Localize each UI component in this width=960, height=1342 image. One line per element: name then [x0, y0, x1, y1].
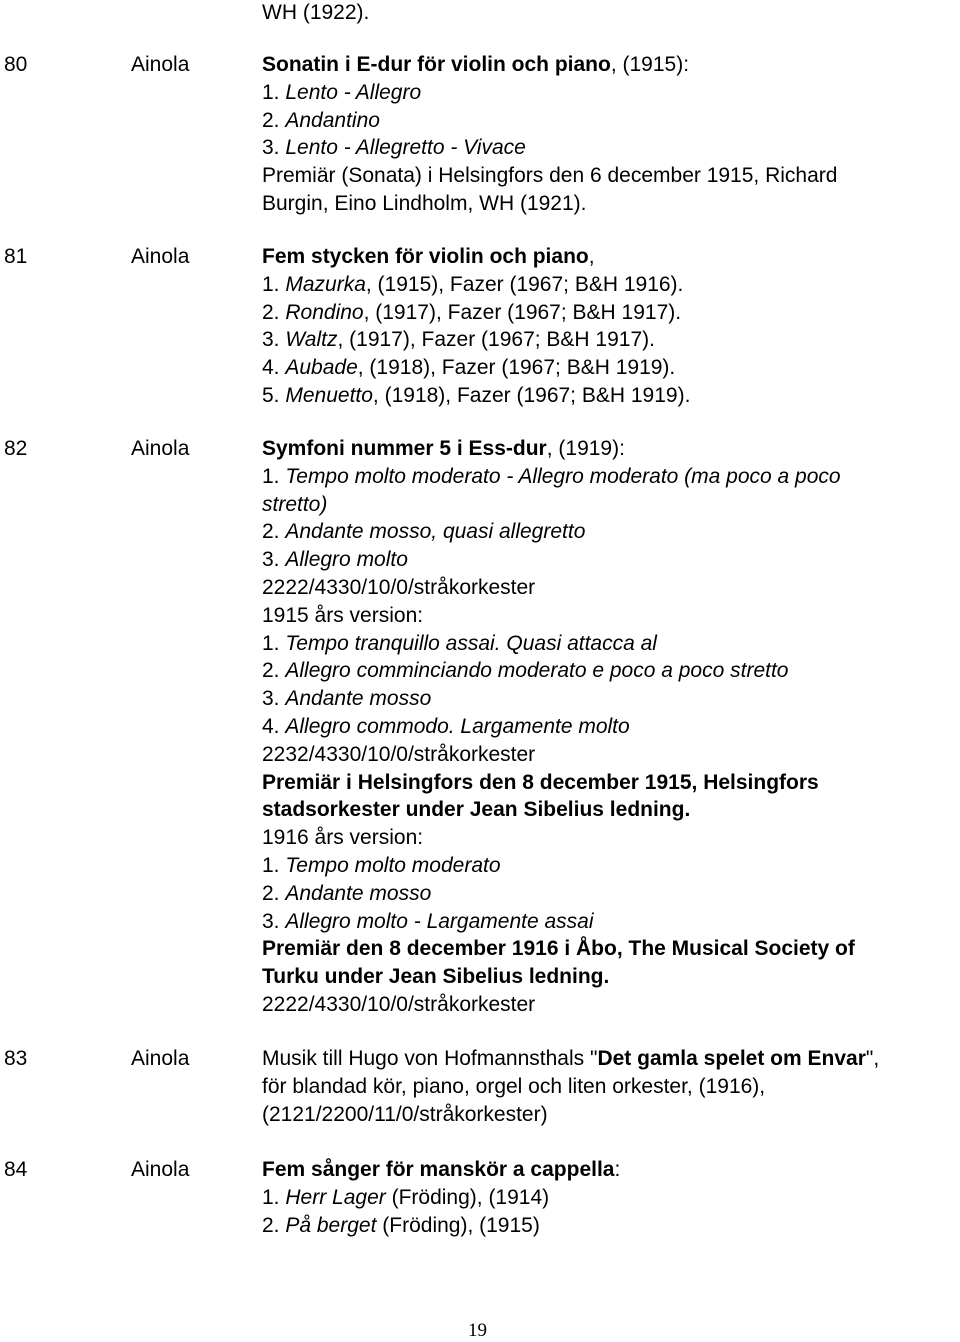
- line-text: 2.: [262, 659, 286, 683]
- line-text: för blandad kör, piano, orgel och liten orkester, (1916),: [262, 1074, 766, 1098]
- movement-text: Rondino: [285, 300, 364, 324]
- work-line: [262, 492, 327, 518]
- work-number: 82: [4, 437, 28, 460]
- line-text: 1.: [262, 1185, 286, 1209]
- work-title-text: Turku under Jean Sibelius ledning.: [262, 965, 610, 989]
- work-line: [262, 742, 535, 768]
- work-line: [262, 436, 625, 462]
- work-line: [262, 191, 587, 217]
- work-line: [262, 936, 855, 962]
- work-line: [262, 770, 819, 796]
- work-line: [262, 135, 526, 161]
- work-line: [262, 631, 657, 657]
- work-place: Ainola: [131, 53, 190, 76]
- movement-text: Lento - Allegretto - Vivace: [285, 136, 526, 160]
- work-line: [262, 80, 421, 106]
- line-text: 1916 års version:: [262, 826, 424, 850]
- work-line: [262, 244, 595, 270]
- work-title-text: Det gamla spelet om Envar: [597, 1047, 866, 1070]
- work-line: [262, 163, 837, 189]
- movement-text: Allegro comminciando moderato e poco a poco stretto: [285, 659, 789, 683]
- movement-text: Tempo molto moderato - Allegro moderato (ma poco a poco: [285, 464, 841, 488]
- work-line: [262, 464, 841, 490]
- work-place: Ainola: [131, 245, 190, 268]
- line-text: 5.: [262, 384, 286, 407]
- work-line: [262, 853, 501, 879]
- movement-text: Lento - Allegro: [285, 80, 422, 104]
- line-text: 1.: [262, 631, 286, 655]
- line-text: , (1919):: [546, 437, 625, 460]
- work-line: [262, 964, 609, 990]
- line-text: Premiär (Sonata) i Helsingfors den 6 december 1915, Richard: [262, 164, 838, 188]
- work-line: [262, 327, 655, 353]
- work-line: [262, 300, 681, 326]
- movement-text: Menuetto: [285, 384, 373, 407]
- work-line: [262, 881, 431, 907]
- line-text: 2.: [262, 1213, 286, 1237]
- movement-text: Tempo tranquillo assai. Quasi attacca al: [285, 631, 657, 655]
- movement-text: Tempo molto moderato: [285, 854, 501, 877]
- line-text: ",: [865, 1047, 880, 1070]
- work-line: [262, 797, 690, 823]
- line-text: Musik till Hugo von Hofmannsthals ": [262, 1047, 598, 1070]
- work-title-text: Fem stycken för violin och piano: [262, 245, 589, 268]
- work-line: [262, 1102, 548, 1128]
- work-line: [262, 1185, 549, 1211]
- work-line: [262, 714, 630, 740]
- line-text: 3.: [262, 136, 286, 160]
- work-line: [262, 909, 594, 935]
- work-line: [262, 383, 690, 409]
- movement-text: På berget: [285, 1213, 377, 1237]
- work-number: 81: [4, 245, 28, 268]
- work-line: [262, 547, 408, 573]
- work-line: [262, 52, 689, 78]
- line-text: Burgin, Eino Lindholm, WH (1921).: [262, 192, 587, 215]
- work-line: [262, 825, 423, 851]
- work-line: [262, 1213, 540, 1239]
- work-place: Ainola: [131, 1047, 190, 1070]
- line-text: , (1917), Fazer (1967; B&H 1917).: [363, 300, 682, 324]
- movement-text: Andante mosso, quasi allegretto: [285, 520, 586, 544]
- line-text: 3.: [262, 909, 286, 933]
- line-text: , (1915):: [610, 53, 690, 76]
- work-title-text: Symfoni nummer 5 i Ess-dur: [262, 437, 547, 460]
- line-text: 1.: [262, 464, 286, 488]
- movement-text: Herr Lager: [285, 1185, 386, 1209]
- work-number: 84: [4, 1158, 28, 1181]
- work-line: [262, 1074, 765, 1100]
- line-text: (2121/2200/11/0/stråkorkester): [262, 1102, 548, 1126]
- line-text: 1.: [262, 854, 286, 877]
- line-text: , (1918), Fazer (1967; B&H 1919).: [372, 384, 691, 407]
- work-title-text: Premiär i Helsingfors den 8 december 1915, Helsingfors: [262, 770, 819, 794]
- work-number: 83: [4, 1047, 28, 1070]
- movement-text: Andantino: [285, 108, 380, 132]
- line-text: 2222/4330/10/0/stråkorkester: [262, 993, 536, 1016]
- movement-text: Allegro molto - Largamente assai: [285, 909, 594, 933]
- work-line: [262, 658, 788, 684]
- line-text: ,: [588, 245, 595, 268]
- work-line: [262, 575, 535, 601]
- line-text: 4.: [262, 715, 286, 738]
- movement-text: stretto): [262, 492, 328, 516]
- movement-text: Waltz: [285, 328, 338, 352]
- work-number: 80: [4, 53, 28, 76]
- line-text: 1.: [262, 272, 286, 296]
- line-text: 2222/4330/10/0/stråkorkester: [262, 576, 536, 599]
- line-text: , (1917), Fazer (1967; B&H 1917).: [337, 328, 655, 352]
- work-place: Ainola: [131, 1158, 190, 1181]
- work-line: [262, 519, 585, 545]
- line-text: 3.: [262, 548, 286, 572]
- movement-text: Aubade: [285, 356, 358, 380]
- line-text: (Fröding), (1914): [385, 1185, 550, 1209]
- work-line: [262, 108, 380, 134]
- line-text: 4.: [262, 356, 286, 380]
- line-text: (Fröding), (1915): [376, 1213, 540, 1237]
- line-text: , (1915), Fazer (1967; B&H 1916).: [365, 272, 684, 296]
- work-line: [262, 272, 683, 298]
- work-line: [262, 355, 675, 381]
- work-line: [262, 1046, 879, 1072]
- work-title-text: Premiär den 8 december 1916 i Åbo, The Musical Society of: [262, 937, 855, 961]
- line-text: :: [614, 1158, 621, 1181]
- line-text: 3.: [262, 328, 286, 352]
- line-text: 1.: [262, 80, 286, 104]
- work-line: [262, 686, 431, 712]
- line-text: 2.: [262, 300, 286, 324]
- line-text: 3.: [262, 687, 286, 711]
- movement-text: Allegro commodo. Largamente molto: [285, 715, 630, 738]
- work-place: Ainola: [131, 437, 190, 460]
- line-text: 2232/4330/10/0/stråkorkester: [262, 742, 536, 766]
- work-title-text: stadsorkester under Jean Sibelius ledning.: [262, 798, 691, 822]
- line-text: , (1918), Fazer (1967; B&H 1919).: [357, 356, 676, 380]
- work-line: [262, 603, 423, 629]
- movement-text: Andante mosso: [285, 687, 432, 711]
- line-text: 2.: [262, 108, 286, 132]
- carryover-text: WH (1922).: [262, 1, 370, 24]
- work-title-text: Sonatin i E-dur för violin och piano: [262, 53, 611, 76]
- movement-text: Andante mosso: [285, 881, 432, 905]
- work-line: [262, 1157, 620, 1183]
- work-line: [262, 992, 535, 1018]
- work-title-text: Fem sånger för manskör a cappella: [262, 1158, 615, 1181]
- line-text: 1915 års version:: [262, 603, 424, 627]
- movement-text: Allegro molto: [285, 548, 408, 572]
- page-number: 19: [468, 1320, 487, 1341]
- line-text: 2.: [262, 881, 286, 905]
- movement-text: Mazurka: [285, 272, 366, 296]
- line-text: 2.: [262, 520, 286, 544]
